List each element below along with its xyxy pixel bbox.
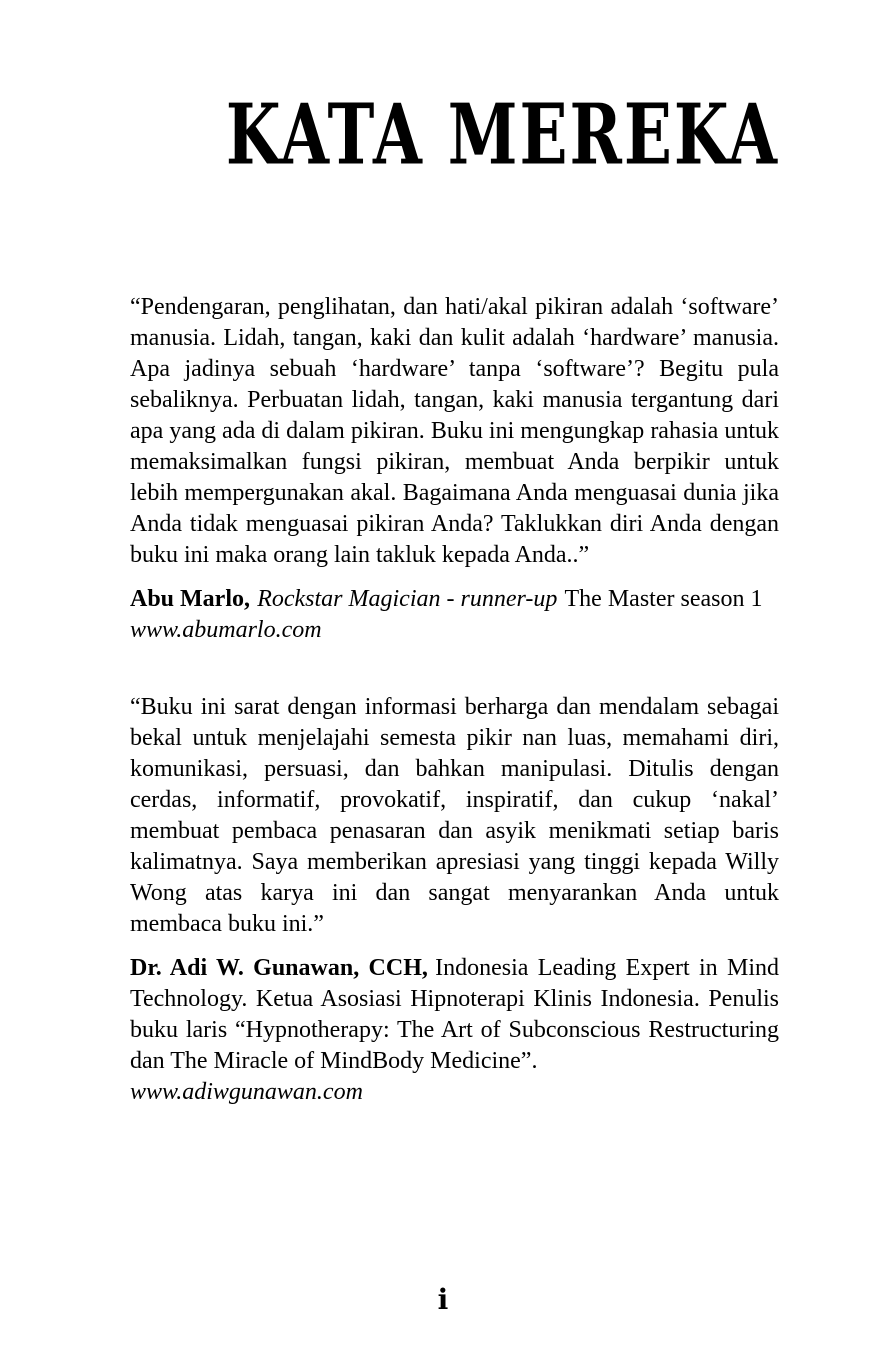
- testimonial-abu-marlo: [130, 292, 779, 646]
- author-role: Rockstar Magician - runner-up: [257, 586, 558, 612]
- author-detail: Indonesia Leading Expert in Mind Technology. Ketua Asosiasi Hipnoterapi Klinis Indonesia. Penulis buku laris “Hypnotherapy: The Art of Subconscious Restructuring dan The Miracle of MindBody Medicine”.: [130, 955, 779, 1074]
- page-title: KATA MEREKA: [225, 85, 779, 184]
- page-number: i: [437, 1283, 449, 1316]
- author-name: Abu Marlo,: [130, 586, 250, 612]
- author-website: www.abumarlo.com: [130, 617, 322, 643]
- testimonial-attribution: [130, 584, 779, 615]
- author-name: Dr. Adi W. Gunawan, CCH,: [130, 955, 428, 981]
- testimonial-quote: “Buku ini sarat dengan informasi berharga dan mendalam sebagai bekal untuk menjelajahi semesta pikir nan luas, memahami diri, komunikasi, persuasi, dan bahkan manipulasi. Ditulis dengan cerdas, informatif, provokatif, inspiratif, dan cukup ‘nakal’ membuat pembaca penasaran dan asyik menikmati setiap baris kalimatnya. Saya memberikan apresiasi yang tinggi kepada Willy Wong atas karya ini dan sangat menyarankan Anda untuk membaca buku ini.”: [130, 694, 779, 937]
- testimonial-adi-gunawan: [130, 692, 779, 1108]
- author-website: www.adiwgunawan.com: [130, 1079, 363, 1105]
- testimonial-quote: “Pendengaran, penglihatan, dan hati/akal pikiran adalah ‘software’ manusia. Lidah, tangan, kaki dan kulit adalah ‘hardware’ manusia. Apa jadinya sebuah ‘hardware’ tanpa ‘software’? Begitu pula sebaliknya. Perbuatan lidah, tangan, kaki manusia tergantung dari apa yang ada di dalam pikiran. Buku ini mengungkap rahasia untuk memaksimalkan fungsi pikiran, membuat Anda berpikir untuk lebih mempergunakan akal. Bagaimana Anda menguasai dunia jika Anda tidak menguasai pikiran Anda? Taklukkan diri Anda dengan buku ini maka orang lain takluk kepada Anda..”: [130, 294, 779, 568]
- author-detail: The Master season 1: [564, 586, 763, 612]
- testimonial-attribution: [130, 953, 779, 1077]
